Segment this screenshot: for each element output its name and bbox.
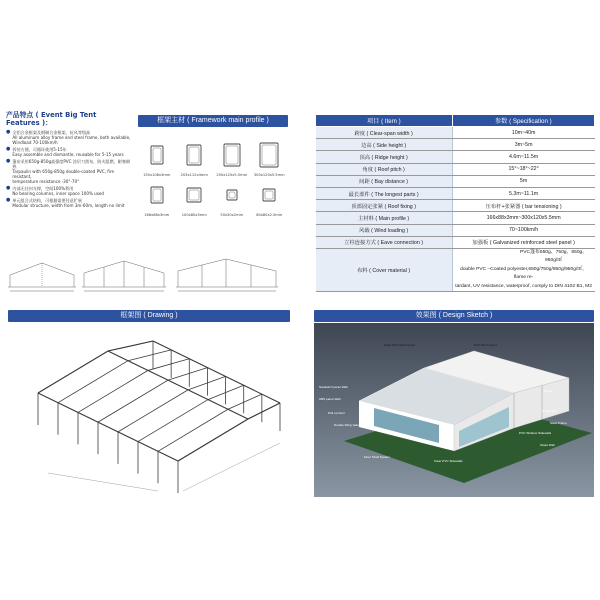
- design-callout-label: Floor Shell System: [364, 455, 390, 459]
- frame-drawing: [8, 323, 290, 497]
- spec-row: [316, 236, 595, 248]
- profile-section-icon: [217, 140, 247, 170]
- feature-en2: Windload 70-100km/h: [12, 140, 58, 146]
- feature-en: No bearing columns, inner space 100% used: [12, 191, 104, 197]
- profile-item: [213, 130, 251, 178]
- spec-value: 压布杆+张紧器 ( bar tensioning ): [452, 200, 594, 212]
- profile-section-icon: [254, 180, 284, 210]
- bullet-icon: ●: [6, 184, 11, 191]
- profile-header: 框架主材 ( Framework main profile ): [138, 115, 288, 127]
- spec-row: [316, 212, 595, 224]
- spec-item: 顶部固定张紧 ( Roof fixing ): [316, 200, 453, 212]
- design-callout-label: Clear PVC Sidewalls: [434, 459, 463, 463]
- profile-caption: 203x112x4mm: [180, 173, 208, 177]
- features-title: 产品特点 ( Event Big Tent Features )：: [6, 111, 97, 127]
- features-section: [6, 111, 132, 209]
- side-elevation-drawings: [6, 253, 296, 295]
- design-callout-label: ABS panel Wall: [319, 397, 341, 401]
- profile-caption: 166x88x3mm: [144, 213, 170, 217]
- bullet-icon: ●: [6, 196, 11, 203]
- design-callout-label: Double Wing Glass Door: [334, 423, 369, 427]
- spec-value: 5.3m~11.1m: [452, 187, 594, 199]
- brochure-sheet: [0, 103, 600, 496]
- spec-col-item: 项目 ( Item ): [316, 115, 453, 127]
- design-callout-label: Clear PVC Roof Cover: [384, 343, 416, 347]
- feature-item: [6, 198, 132, 208]
- profile-section-icon: [254, 140, 284, 170]
- framework-profile-section: [138, 115, 288, 218]
- profile-caption: 250x120x5.5mm: [216, 173, 248, 177]
- profile-caption: 150x108x3mm: [143, 173, 171, 177]
- design-callout-label: PVC Roof Cover: [474, 343, 497, 347]
- profile-caption: 100x80x3mm: [181, 213, 207, 217]
- profile-item: [176, 130, 214, 178]
- feature-en: Modular structure, width from 3m-60m, length no limit: [12, 202, 125, 208]
- profile-section-icon: [179, 180, 209, 210]
- profile-item: [138, 130, 176, 178]
- profile-section-icon: [142, 180, 172, 210]
- spec-row: [316, 163, 595, 175]
- spec-col-spec: 参数 ( Specification ): [452, 115, 594, 127]
- spec-item: 边高 ( Side height ): [316, 139, 453, 151]
- spec-row: [316, 127, 595, 139]
- bullet-icon: ●: [6, 145, 11, 152]
- profile-item: [176, 178, 214, 218]
- design-sketch-image: [314, 323, 594, 497]
- profile-caption: 300x120x5.5mm: [253, 173, 285, 177]
- spec-item: 间距 ( Bay distance ): [316, 175, 453, 187]
- design-callout-label: PVC Window Sidewalls: [519, 431, 552, 435]
- design-callout-label: Height Flat: [542, 409, 557, 413]
- spec-item: 立柱连接方式 ( Eave connection ): [316, 236, 453, 248]
- feature-cn: 内部无任何支撑，空间100%利用: [12, 185, 74, 191]
- spec-item: 角度 ( Roof pitch ): [316, 163, 453, 175]
- design-callout-label: Steel Frame: [550, 421, 567, 425]
- design-callout-label: Glass Wall: [540, 443, 555, 447]
- spec-row: [316, 151, 595, 163]
- bullet-icon: ●: [6, 129, 11, 135]
- feature-cn: 全铝合金框架及钢制合金框架，抗风等级高: [12, 130, 91, 135]
- spec-value: 3m~5m: [452, 139, 594, 151]
- bullet-icon: ●: [6, 157, 11, 164]
- spec-value-cover: [452, 248, 594, 292]
- spec-item: 主材料 ( Main profile ): [316, 212, 453, 224]
- design-callout-label: Pull up Door: [328, 411, 346, 415]
- drawing-section: [8, 310, 290, 497]
- feature-item: [6, 186, 132, 196]
- spec-item: 跨度 ( Clear-span width ): [316, 127, 453, 139]
- profile-grid: [138, 130, 288, 218]
- feature-cn: 篷布采用650g-850g高强度PVC 涂层刀刮布，防火阻燃，耐寒耐热: [12, 158, 131, 169]
- spec-body: [316, 127, 595, 292]
- spec-row: [316, 187, 595, 199]
- feature-cn: 拆装方便，可循环使用5-15年: [12, 146, 67, 152]
- spec-row-cover: [316, 248, 595, 292]
- profile-section-icon: [142, 140, 172, 170]
- spec-value: 15°~18°~22°: [452, 163, 594, 175]
- feature-item: [6, 130, 132, 146]
- spec-item: 风载 ( Wind loading ): [316, 224, 453, 236]
- cover-line: double PVC –Coated polyester,650g/750g/850g/950g/㎡，flame re-: [460, 266, 588, 281]
- spec-row: [316, 139, 595, 151]
- features-list: [6, 130, 132, 208]
- spec-value: 4.6m~11.5m: [452, 151, 594, 163]
- cover-line: tardant, UV resistance, waterproof, comply to DIN 4102 B1, M2: [455, 283, 592, 289]
- spec-value: 70~100km/h: [452, 224, 594, 236]
- design-sketch-section: [314, 310, 594, 497]
- frame-3d-illustration: [8, 323, 290, 497]
- profile-item: [251, 130, 289, 178]
- feature-en: Tarpaulin with 650g-850g double-coated PVC, fire resistant,: [12, 169, 114, 180]
- feature-en: Easy assemble and dismantle, reusable for 5-15 years: [12, 152, 124, 158]
- design-callout-label: Lining: [544, 389, 553, 393]
- spec-value: 加强板 ( Galvanized reinforced steel panel ): [452, 236, 594, 248]
- drawing-header: 框架图 ( Drawing ): [8, 310, 290, 322]
- cover-line: PVC篷布650g、750g、850g、950g/㎡: [520, 249, 588, 264]
- profile-item: [213, 178, 251, 218]
- profile-item: [251, 178, 289, 218]
- spec-row: [316, 200, 595, 212]
- design-callout-label: Sandwich panel Wall: [319, 385, 348, 389]
- feature-en: All aluminum alloy frame and steel frame, both available,: [12, 135, 131, 141]
- spec-value: 166x88x3mm~300x120x5.5mm: [452, 212, 594, 224]
- spec-row: [316, 224, 595, 236]
- profile-caption: 50x50x2mm: [220, 213, 244, 217]
- spec-item: 顶高 ( Ridge height ): [316, 151, 453, 163]
- spec-value: 5m: [452, 175, 594, 187]
- profile-item: [138, 178, 176, 218]
- feature-item: [6, 147, 132, 157]
- profile-section-icon: [217, 180, 247, 210]
- spec-item: 布料 ( Cover material ): [316, 248, 453, 292]
- spec-table: [315, 114, 595, 292]
- spec-row: [316, 175, 595, 187]
- spec-value: 10m~40m: [452, 127, 594, 139]
- feature-item: [6, 159, 132, 185]
- feature-cn: 单元组合式结构，可根据需要任意扩展: [12, 197, 82, 203]
- spec-item: 最长部件 ( The longest parts ): [316, 187, 453, 199]
- design-header: 效果图 ( Design Sketch ): [314, 310, 594, 322]
- spec-section: [315, 114, 595, 292]
- profile-section-icon: [179, 140, 209, 170]
- feature-en2: temperature resistance -30°-70°: [12, 179, 80, 185]
- profile-caption: 80x80x2.5mm: [256, 213, 283, 217]
